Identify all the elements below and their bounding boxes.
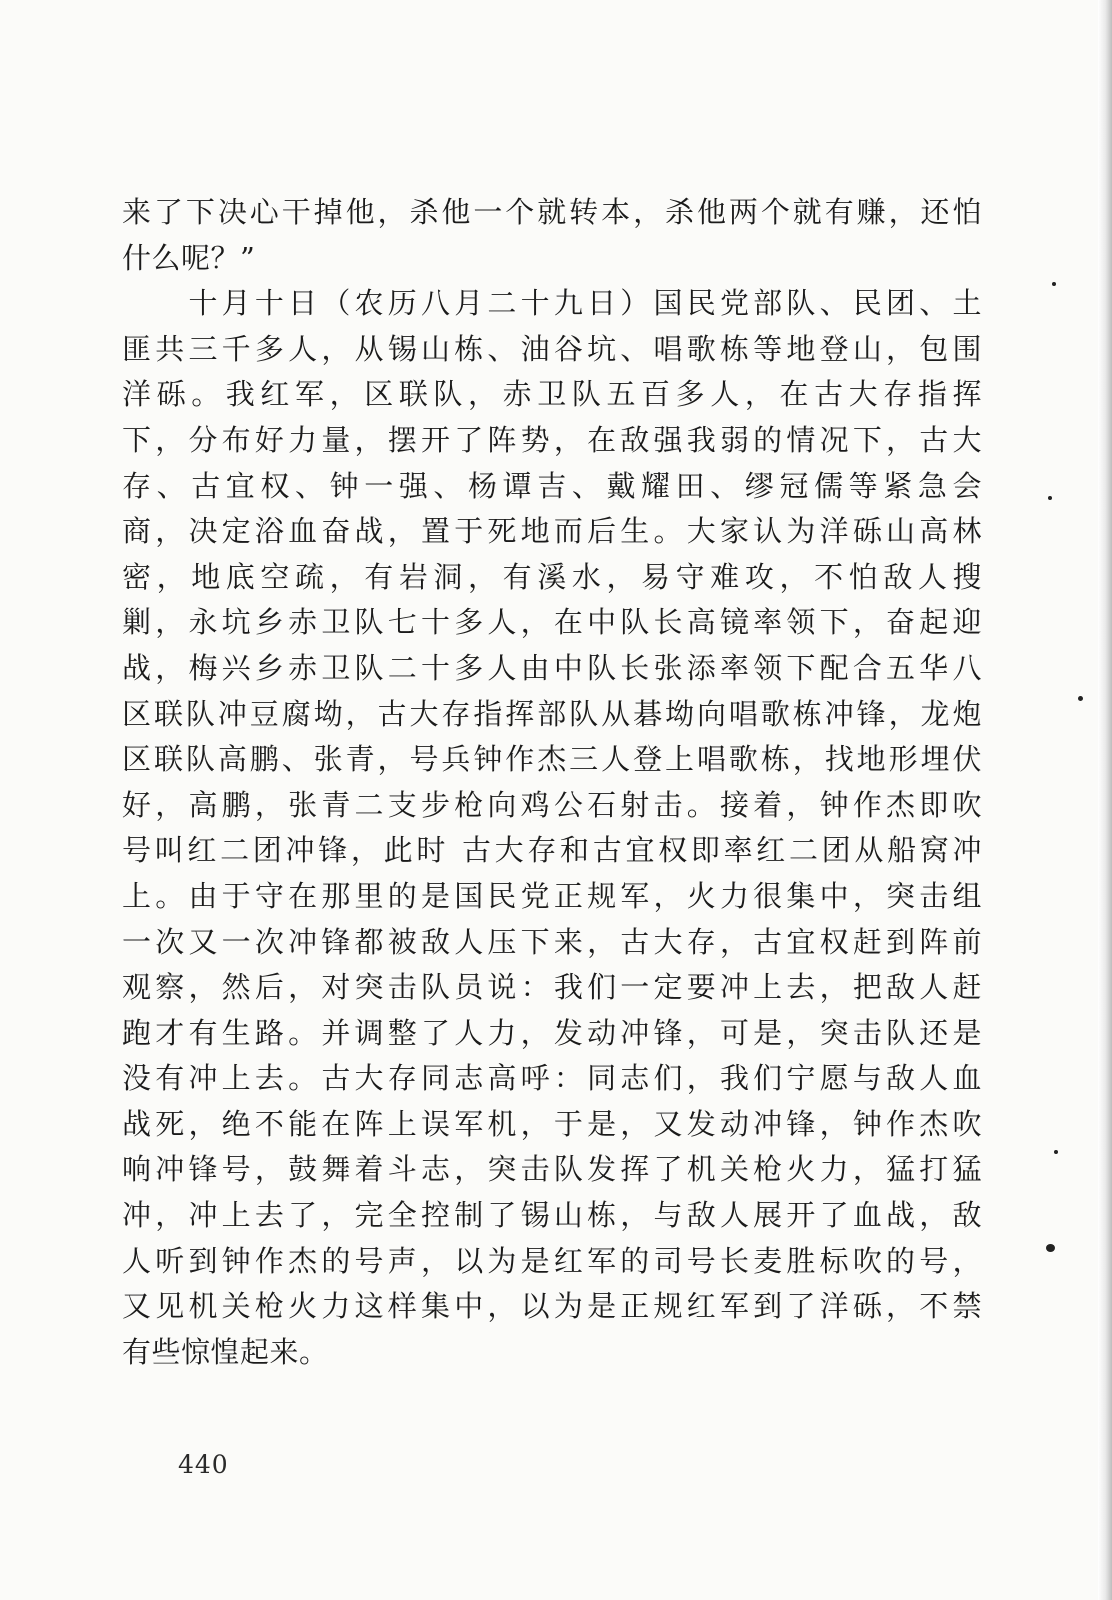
text-line: 响冲锋号，鼓舞着斗志，突击队发挥了机关枪火力，猛打猛 bbox=[122, 1152, 982, 1187]
text-line: 区联队高鹏、张青，号兵钟作杰三人登上唱歌栋，找地形埋伏 bbox=[122, 742, 982, 777]
text-line: 区联队冲豆腐坳，古大存指挥部队从碁坳向唱歌栋冲锋，龙炮 bbox=[122, 696, 982, 731]
text-line: 剿，永坑乡赤卫队七十多人，在中队长高镜率领下，奋起迎 bbox=[122, 605, 982, 640]
scan-speck bbox=[1046, 1244, 1055, 1252]
text-line: 什么呢？” bbox=[122, 240, 256, 275]
scan-speck bbox=[1078, 696, 1083, 701]
text-line: 战死，绝不能在阵上误军机，于是，又发动冲锋，钟作杰吹 bbox=[122, 1106, 982, 1141]
text-line: 又见机关枪火力这样集中，以为是正规红军到了洋砾，不禁 bbox=[122, 1289, 982, 1324]
text-line: 来了下决心干掉他，杀他一个就转本，杀他两个就有赚，还怕 bbox=[122, 195, 982, 229]
text-line: 一次又一次冲锋都被敌人压下来，古大存，古宜权赶到阵前 bbox=[122, 924, 982, 959]
text-line: 十月十日（农历八月二十九日）国民党部队、民团、土 bbox=[122, 286, 982, 321]
text-line: 密，地底空疏，有岩洞，有溪水，易守难攻，不怕敌人搜 bbox=[122, 559, 982, 594]
text-line: 好，高鹏，张青二支步枪向鸡公石射击。接着，钟作杰即吹 bbox=[122, 787, 982, 822]
scan-speck bbox=[1052, 282, 1056, 286]
text-line: 冲，冲上去了，完全控制了锡山栋，与敌人展开了血战，敌 bbox=[122, 1198, 982, 1233]
scan-speck bbox=[1054, 1150, 1058, 1154]
text-line: 存、古宜权、钟一强、杨谭吉、戴耀田、缪冠儒等紧急会 bbox=[122, 468, 982, 503]
text-line: 有些惊惶起来。 bbox=[122, 1334, 329, 1369]
text-line: 洋砾。我红军，区联队，赤卫队五百多人，在古大存指挥 bbox=[122, 377, 982, 412]
text-line: 没有冲上去。古大存同志高呼：同志们，我们宁愿与敌人血 bbox=[122, 1061, 982, 1096]
body-text bbox=[122, 190, 982, 1375]
text-line: 下，分布好力量，摆开了阵势，在敌强我弱的情况下，古大 bbox=[122, 422, 982, 457]
text-line: 上。由于守在那里的是国民党正规军，火力很集中，突击组 bbox=[122, 878, 982, 913]
scan-speck bbox=[1048, 496, 1052, 500]
text-line: 匪共三千多人，从锡山栋、油谷坑、唱歌栋等地登山，包围 bbox=[122, 331, 982, 366]
page-number: 440 bbox=[178, 1450, 229, 1479]
text-line: 跑才有生路。并调整了人力，发动冲锋，可是，突击队还是 bbox=[122, 1015, 982, 1050]
text-line: 号叫红二团冲锋，此时 古大存和古宜权即率红二团从船窝冲 bbox=[122, 833, 982, 868]
paper-edge bbox=[1098, 0, 1112, 1600]
text-line: 战，梅兴乡赤卫队二十多人由中队长张添率领下配合五华八 bbox=[122, 650, 982, 685]
text-line: 观察，然后，对突击队员说：我们一定要冲上去，把敌人赶 bbox=[122, 970, 982, 1005]
text-line: 人听到钟作杰的号声，以为是红军的司号长麦胜标吹的号， bbox=[122, 1243, 982, 1278]
text-line: 商，决定浴血奋战，置于死地而后生。大家认为洋砾山高林 bbox=[122, 514, 982, 549]
